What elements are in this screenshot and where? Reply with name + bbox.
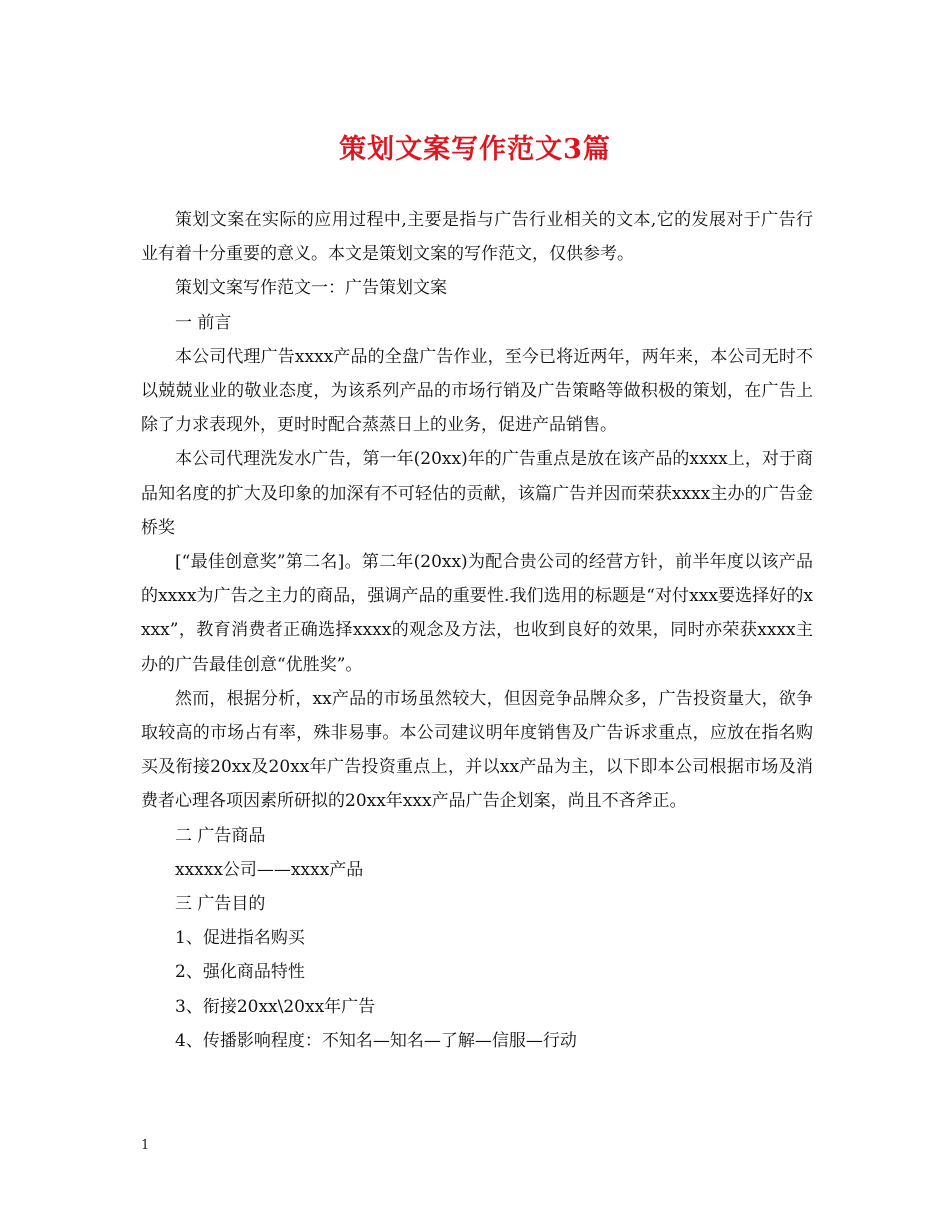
body-paragraph: 本公司代理洗发水广告，第一年(20xx)年的广告重点是放在该产品的xxxx上，对于商品知名度的扩大及印象的加深有不可轻估的贡献，该篇广告并因而荣获xxxx主办的广告金桥奖 xyxy=(141,449,813,538)
body-paragraph: [“最佳创意奖”第二名]。第二年(20xx)为配合贵公司的经营方针，前半年度以该产品的xxxx为广告之主力的商品，强调产品的重要性.我们选用的标题是“对付xxx要选择好的xxxx”，教育消费者正确选择xxxx的观念及方法，也收到良好的效果，同时亦荣获xxxx主办的广告最佳创意“优胜奖”。 xyxy=(141,552,813,675)
product-line: xxxxx公司——xxxx产品 xyxy=(175,859,364,880)
purpose-list-item: 2、强化商品特性 xyxy=(175,962,305,983)
body-paragraph: 本公司代理广告xxxx产品的全盘广告作业，至今已将近两年，两年来，本公司无时不以兢兢业业的敬业态度，为该系列产品的市场行销及广告策略等做积极的策划，在广告上除了力求表现外，更时时配合蒸蒸日上的业务，促进产品销售。 xyxy=(141,346,813,436)
purpose-list-item: 1、促进指名购买 xyxy=(175,928,305,949)
section-heading-advertising-purpose: 三 广告目的 xyxy=(175,894,266,915)
page-number: 1 xyxy=(141,1138,150,1153)
body-paragraph: 然而，根据分析，xx产品的市场虽然较大，但因竞争品牌众多，广告投资量大，欲争取较高的市场占有率，殊非易事。本公司建议明年度销售及广告诉求重点，应放在指名购买及衔接20xx及20xx年广告投资重点上，并以xx产品为主，以下即本公司根据市场及消费者心理各项因素所研拟的20xx年xxx产品广告企划案，尚且不吝斧正。 xyxy=(141,688,813,812)
purpose-list-item: 3、衔接20xx\20xx年广告 xyxy=(175,996,376,1017)
document-title: 策划文案写作范文3篇 xyxy=(339,134,611,165)
section-heading-preface: 一 前言 xyxy=(175,312,232,333)
section-heading-advertised-product: 二 广告商品 xyxy=(175,825,266,846)
intro-paragraph: 策划文案在实际的应用过程中,主要是指与广告行业相关的文本,它的发展对于广告行业有着十分重要的意义。本文是策划文案的写作范文，仅供参考。 xyxy=(141,210,813,265)
example-one-heading: 策划文案写作范文一：广告策划文案 xyxy=(175,278,447,299)
document-body xyxy=(141,203,813,1058)
purpose-list-item: 4、传播影响程度：不知名—知名—了解—信服—行动 xyxy=(175,1030,577,1051)
